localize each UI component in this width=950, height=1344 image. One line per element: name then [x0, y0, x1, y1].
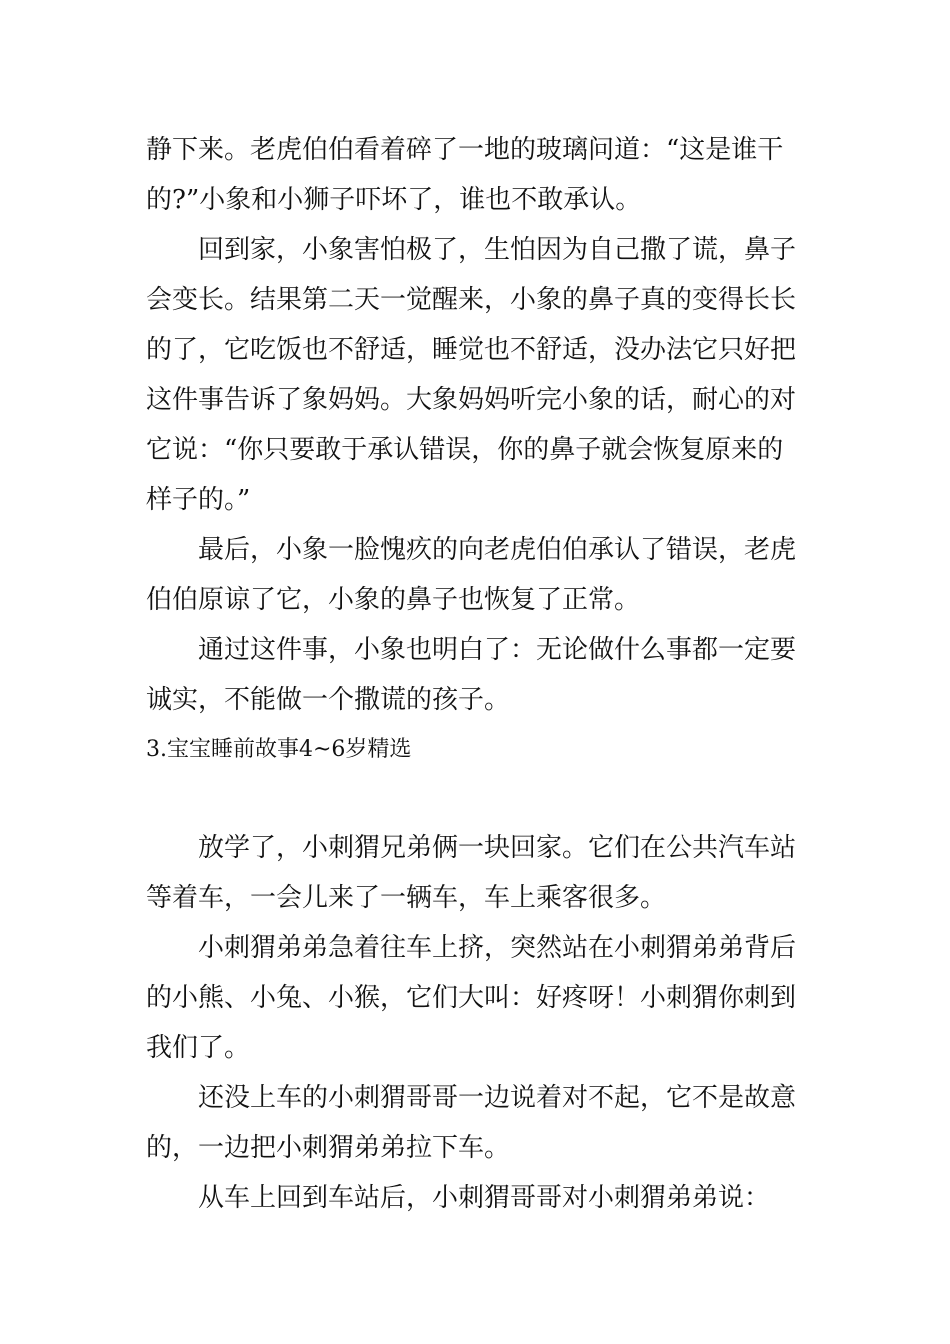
paragraph-start-line: 通过这件事，小象也明白了：无论做什么事都一定要 — [198, 635, 797, 665]
paragraph-start-line: 从车上回到车站后，小刺猬哥哥对小刺猬弟弟说： — [198, 1183, 771, 1213]
text-line: 诚实，不能做一个撒谎的孩子。 — [146, 685, 511, 715]
text-line: 的了，它吃饭也不舒适，睡觉也不舒适，没办法它只好把 — [146, 335, 797, 365]
text-line: 样子的。” — [146, 485, 251, 515]
text-line: 的?”小象和小狮子吓坏了，谁也不敢承认。 — [146, 185, 642, 215]
text-line: 这件事告诉了象妈妈。大象妈妈听完小象的话，耐心的对 — [146, 385, 797, 415]
paragraph-start-line: 还没上车的小刺猬哥哥一边说着对不起，它不是故意 — [198, 1083, 797, 1113]
paragraph-start-line: 小刺猬弟弟急着往车上挤，突然站在小刺猬弟弟背后 — [198, 933, 797, 963]
paragraph-start-line: 回到家，小象害怕极了，生怕因为自己撒了谎，鼻子 — [198, 235, 797, 265]
text-line: 伯伯原谅了它，小象的鼻子也恢复了正常。 — [146, 585, 641, 615]
text-line: 的小熊、小兔、小猴，它们大叫：好疼呀！小刺猬你刺到 — [146, 983, 797, 1013]
paragraph-start-line: 最后，小象一脸愧疚的向老虎伯伯承认了错误，老虎 — [198, 535, 797, 565]
text-line: 静下来。老虎伯伯看着碎了一地的玻璃问道：“这是谁干 — [146, 135, 784, 165]
section-heading: 3.宝宝睡前故事4~6岁精选 — [146, 737, 412, 762]
text-line: 等着车，一会儿来了一辆车，车上乘客很多。 — [146, 883, 667, 913]
paragraph-start-line: 放学了，小刺猬兄弟俩一块回家。它们在公共汽车站 — [198, 833, 797, 863]
text-line: 会变长。结果第二天一觉醒来，小象的鼻子真的变得长长 — [146, 285, 797, 315]
text-line: 的，一边把小刺猬弟弟拉下车。 — [146, 1133, 511, 1163]
text-line: 我们了。 — [146, 1033, 251, 1063]
text-line: 它说：“你只要敢于承认错误，你的鼻子就会恢复原来的 — [146, 435, 784, 465]
